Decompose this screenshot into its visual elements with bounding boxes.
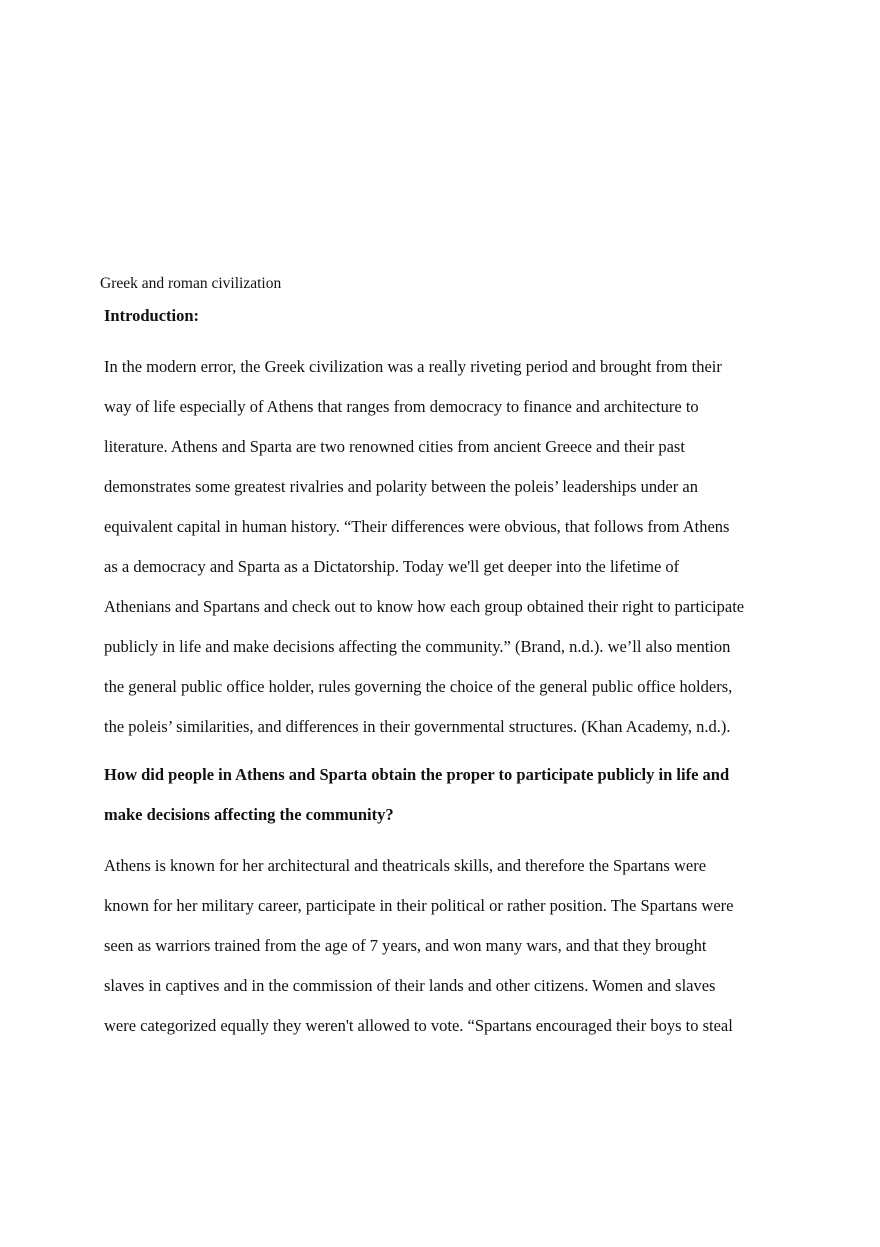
document-title: Greek and roman civilization	[100, 275, 282, 292]
paragraph-line: publicly in life and make decisions affecting the community.” (Brand, n.d.). we’ll also mention	[104, 637, 731, 656]
paragraph-line: the general public office holder, rules governing the choice of the general public office holders,	[104, 677, 733, 696]
section-heading-line: make decisions affecting the community?	[104, 805, 394, 824]
introduction-paragraph	[104, 356, 804, 756]
paragraph-line: way of life especially of Athens that ranges from democracy to finance and architecture to	[104, 397, 699, 416]
introduction-heading: Introduction:	[104, 306, 200, 325]
section-heading-line: How did people in Athens and Sparta obtain the proper to participate publicly in life and	[104, 765, 730, 784]
paragraph-line: equivalent capital in human history. “Their differences were obvious, that follows from Athens	[104, 517, 730, 536]
paragraph-line: Athens is known for her architectural and theatricals skills, and therefore the Spartans were	[104, 856, 707, 875]
paragraph-line: known for her military career, participate in their political or rather position. The Spartans were	[104, 896, 734, 915]
section-heading	[104, 764, 804, 844]
paragraph-line: seen as warriors trained from the age of 7 years, and won many wars, and that they brought	[104, 936, 707, 955]
paragraph-line: demonstrates some greatest rivalries and polarity between the poleis’ leaderships under an	[104, 477, 698, 496]
paragraph-line: In the modern error, the Greek civilization was a really riveting period and brought from their	[104, 357, 722, 376]
paragraph-line: literature. Athens and Sparta are two renowned cities from ancient Greece and their past	[104, 437, 685, 456]
paragraph-line: as a democracy and Sparta as a Dictatorship. Today we'll get deeper into the lifetime of	[104, 557, 680, 576]
paragraph-line: slaves in captives and in the commission of their lands and other citizens. Women and slaves	[104, 976, 716, 995]
paragraph-line: were categorized equally they weren't allowed to vote. “Spartans encouraged their boys to steal	[104, 1016, 733, 1035]
paragraph-line: the poleis’ similarities, and differences in their governmental structures. (Khan Academy, n.d.).	[104, 717, 731, 736]
paragraph-line: Athenians and Spartans and check out to know how each group obtained their right to participate	[104, 597, 745, 616]
section-paragraph	[104, 855, 804, 1055]
